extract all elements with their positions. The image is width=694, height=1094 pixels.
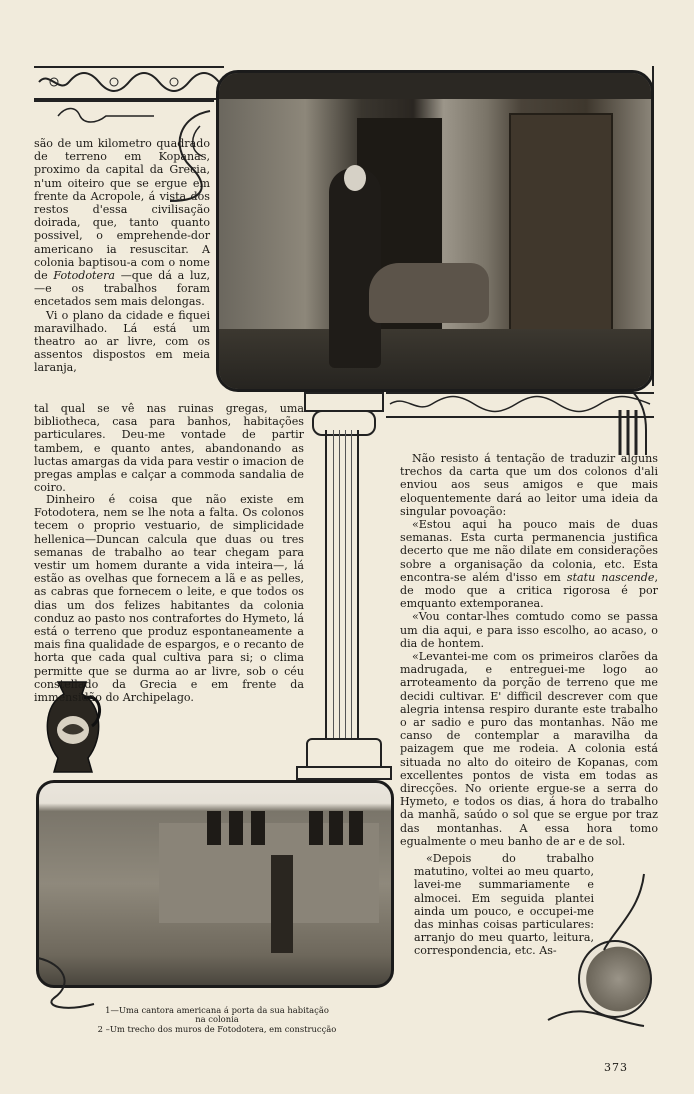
column-abacus [304, 392, 384, 412]
ornamental-band-top [34, 66, 224, 100]
goat-figure [369, 263, 489, 323]
article-text-left-top: são de um kilometro quadrado de terreno em Kopanas, proximo da capital da Grecia, n'um oiteiro que se ergue em frente da Acropole, á vista dos restos d'essa civilisação doirada, que, tanto quanto possivel, o emprehende-dor americano ia resuscitar. A colonia baptisou-a com o nome de Fotodotera —que dá a luz,—e os trabalhos foram encetados sem mais delongas. Vi o plano da cidade e fiquei maravilhado. Lá está um theatro ao ar livre, com os assentos dispostos em meia laranja, [34, 137, 211, 375]
column-plinth [296, 766, 392, 780]
swirl-ornament-top [56, 104, 156, 128]
page-number: 373 [604, 1061, 628, 1074]
ornamental-band-right [386, 392, 654, 418]
article-text-right-bottom: «Depois do trabalho matutino, voltei ao meu quarto, lavei-me summariamente e almocei. Em seguida plantei ainda um pouco, e occupei-me das minhas coisas particulares: arranjo do meu quarto, leitura, correspondencia, etc. As- [414, 852, 594, 958]
article-text-right: Não resisto á tentação de traduzir alguns trechos da carta que um dos colonos d'ali enviou aos seus amigos e que mais eloquentemente dará ao leitor uma ideia da singular povoação: «Estou aqui ha pouco mais de duas semanas. Esta curta permanencia justifica decerto que me não dilate em considerações sobre a organisação da colonia, etc. Esta encontra-se além d'isso em statu nascende, de modo que a critica rigorosa é por emquanto extemporanea. «Vou contar-lhes comtudo como se passa um dia aqui, e para isso escolho, ao acaso, o dia de hontem. «Levantei-me com os primeiros clarões da madrugada, e entreguei-me logo ao arroteamento da porção de terreno que me decidi cultivar. E' difficil descrever com que alegria intensa respiro durante este trabalho o ar sadio e puro das montanhas. Não me canso de contemplar a maravilha da paizagem que me rodeia. A colonia está situada no alto do oiteiro de Kopanas, com excellentes pontos de vista em todas as direcções. No oriente ergue-se a serra do Hymeto, e todos os dias, á hora do trabalho da manhã, saúdo o sol que se ergue por traz das montanhas. A essa hora tomo egualmente o meu banho de ar e de sol. [400, 452, 658, 848]
article-text-left-bottom: Dinheiro é coisa que não existe em Fotodotera, nem se lhe nota a falta. Os colonos tecem o proprio vestuario, de simplicidade hellenica—Duncan calcula que duas ou tres semanas de trabalho ao tear chegam para vestir um homem durante a vida inteira—, lá estão as ovelhas que fornecem a lã e as pelles, as cabras que fornecem o leite, e que todos os dias um dos felizes habitantes da colonia conduz ao pasto nos contrafortes do Hymeto, lá está o terreno que produz espontaneamente a mais fina qualidade de espargos, e o recanto de horta que cada qual cultiva para si; o clima permitte que se durma ao ar livre, sob o céu constellado da Grecia e em frente da immensidão do Archipelago. [34, 493, 304, 705]
ornamental-rule [34, 100, 214, 102]
photo-singer-at-doorway [216, 70, 654, 392]
photo-captions: 1—Uma cantora americana á porta da sua habitação na colonia 2 –Um trecho dos muros de Fotodotera, em construcção [97, 1005, 337, 1034]
ionic-column [325, 430, 359, 740]
article-text-left-middle: tal qual se vê nas ruinas gregas, uma bibliotheca, casa para banhos, habitações particulares. Deu-me vontade de partir tambem, e quanto antes, abandonando as luctas amargas da vida para vestir o imacion de pregas amplas e calçar a commoda sandalia de coiro. [34, 402, 304, 495]
woman-figure [329, 168, 381, 368]
